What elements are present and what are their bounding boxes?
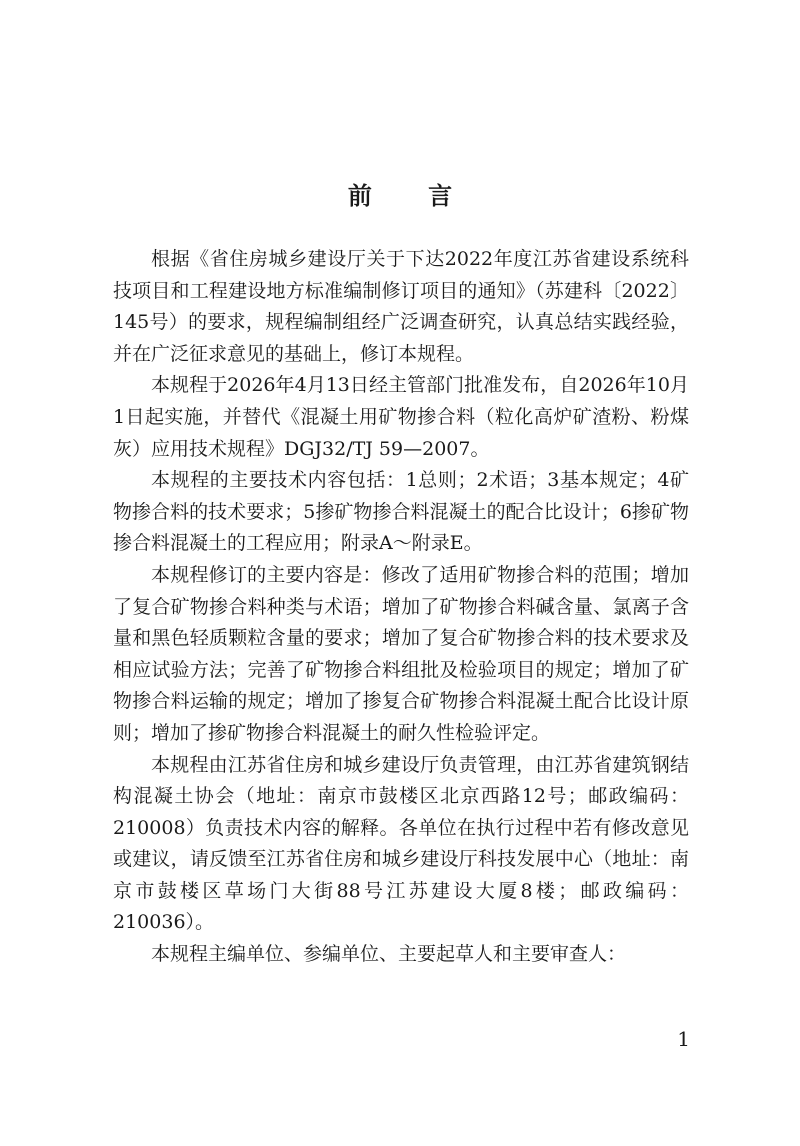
paragraph-management: 本规程由江苏省住房和城乡建设厅负责管理，由江苏省建筑钢结构混凝土协会（地址：南京市鼓楼区北京西路12号；邮政编码：210008）负责技术内容的解释。各单位在执行过程中若有修改意见或建议，请反馈至江苏省住房和城乡建设厅科技发展中心（地址：南京市鼓楼区草场门大街88号江苏建设大厦8楼；邮政编码：210036）。 <box>113 753 689 934</box>
page-title: 前 言 <box>347 182 477 210</box>
paragraph-implementation: 本规程于2026年4月13日经主管部门批准发布，自2026年10月1日起实施，并替代《混凝土用矿物掺合料（粒化高炉矿渣粉、粉煤灰）应用技术规程》DGJ32/TJ 59—2007。 <box>113 374 689 460</box>
paragraph-basis: 根据《省住房城乡建设厅关于下达2022年度江苏省建设系统科技项目和工程建设地方标准编制修订项目的通知》（苏建科〔2022〕145号）的要求，规程编制组经广泛调查研究，认真总结实践经验，并在广泛征求意见的基础上，修订本规程。 <box>113 248 689 365</box>
paragraph-contributors: 本规程主编单位、参编单位、主要起草人和主要审查人： <box>151 943 627 966</box>
preface-body <box>113 244 689 971</box>
page-number: 1 <box>677 1027 690 1051</box>
paragraph-contents: 本规程的主要技术内容包括：1总则；2术语；3基本规定；4矿物掺合料的技术要求；5掺矿物掺合料混凝土的配合比设计；6掺矿物掺合料混凝土的工程应用；附录A～附录E。 <box>113 469 689 555</box>
paragraph-revisions: 本规程修订的主要内容是：修改了适用矿物掺合料的范围；增加了复合矿物掺合料种类与术语；增加了矿物掺合料碱含量、氯离子含量和黑色轻质颗粒含量的要求；增加了复合矿物掺合料的技术要求及相应试验方法；完善了矿物掺合料组批及检验项目的规定；增加了矿物掺合料运输的规定；增加了掺复合矿物掺合料混凝土配合比设计原则；增加了掺矿物掺合料混凝土的耐久性检验评定。 <box>113 563 689 744</box>
